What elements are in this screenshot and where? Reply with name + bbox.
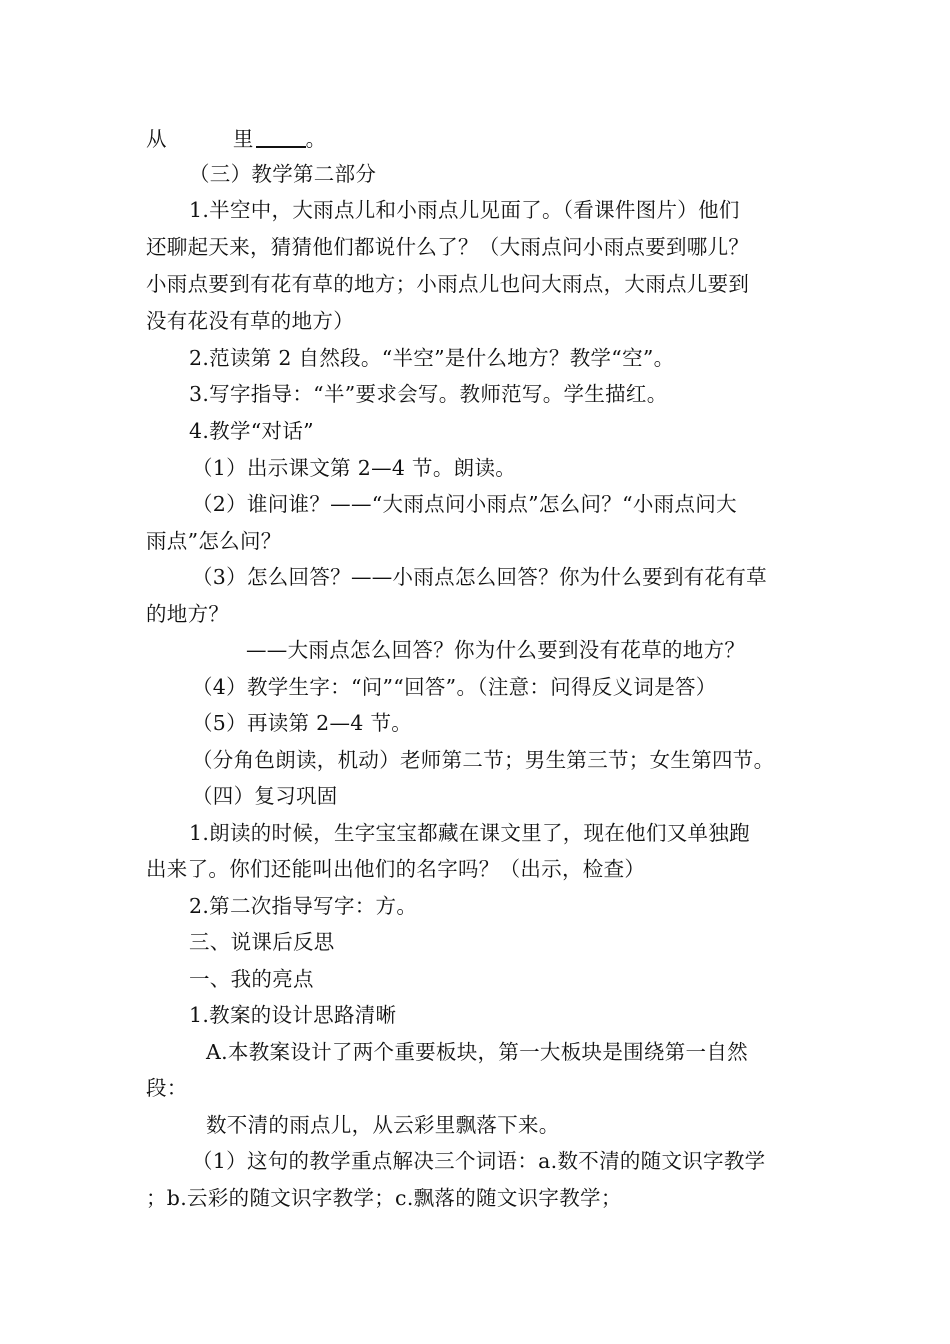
paragraph-line: 1.朗读的时候，生字宝宝都藏在课文里了，现在他们又单独跑 (189, 821, 750, 845)
paragraph-line: （4）教学生字：“问”“回答”。（注意：问得反义词是答） (192, 675, 717, 699)
paragraph-line: 段： (146, 1076, 188, 1100)
paragraph-line: （3）怎么回答？——小雨点怎么回答？你为什么要到有花有草 (192, 565, 767, 589)
text-fragment-period: 。 (305, 127, 327, 151)
quoted-sentence: 数不清的雨点儿，从云彩里飘落下来。 (206, 1113, 560, 1137)
paragraph-line: 2.范读第 2 自然段。“半空”是什么地方？教学“空”。 (189, 346, 675, 370)
text-fragment-from: 从 (146, 127, 167, 151)
section-heading: （三）教学第二部分 (189, 162, 377, 186)
paragraph-line: A.本教案设计了两个重要板块，第一大板块是围绕第一自然 (206, 1040, 748, 1064)
section-heading: （四）复习巩固 (192, 784, 338, 808)
paragraph-line: 的地方？ (146, 602, 230, 626)
paragraph-line: （5）再读第 2—4 节。 (192, 711, 413, 735)
section-heading: 一、我的亮点 (189, 967, 314, 991)
paragraph-line: 1.教案的设计思路清晰 (189, 1003, 397, 1027)
fill-blank (256, 128, 306, 148)
paragraph-line: 小雨点要到有花有草的地方；小雨点儿也问大雨点，大雨点儿要到 (146, 272, 750, 296)
paragraph-line: 没有花没有草的地方） (146, 309, 354, 333)
paragraph-line: 出来了。你们还能叫出他们的名字吗？（出示，检查） (146, 857, 646, 881)
paragraph-line: （2）谁问谁？——“大雨点问小雨点”怎么问？“小雨点问大 (192, 492, 737, 516)
paragraph-line: 还聊起天来，猜猜他们都说什么了？（大雨点问小雨点要到哪儿？ (146, 235, 750, 259)
paragraph-line: 2.第二次指导写字：方。 (189, 894, 418, 918)
section-heading: 三、说课后反思 (189, 930, 335, 954)
paragraph-line: （1）出示课文第 2—4 节。朗读。 (192, 456, 517, 480)
paragraph-line: ；b.云彩的随文识字教学；c.飘落的随文识字教学； (146, 1186, 622, 1210)
paragraph-line: 3.写字指导：“半”要求会写。教师范写。学生描红。 (189, 382, 668, 406)
paragraph-line: 4.教学“对话” (189, 419, 314, 443)
paragraph-line: 1.半空中，大雨点儿和小雨点儿见面了。（看课件图片）他们 (189, 198, 740, 222)
paragraph-line: ——大雨点怎么回答？你为什么要到没有花草的地方？ (246, 638, 746, 662)
text-line-1 (146, 125, 326, 153)
paragraph-line: （1）这句的教学重点解决三个词语：a.数不清的随文识字教学 (192, 1149, 766, 1173)
text-fragment-inside: 里 (232, 127, 254, 151)
paragraph-line: （分角色朗读，机动）老师第二节；男生第三节；女生第四节。 (192, 748, 775, 772)
paragraph-line: 雨点”怎么问？ (146, 529, 282, 553)
